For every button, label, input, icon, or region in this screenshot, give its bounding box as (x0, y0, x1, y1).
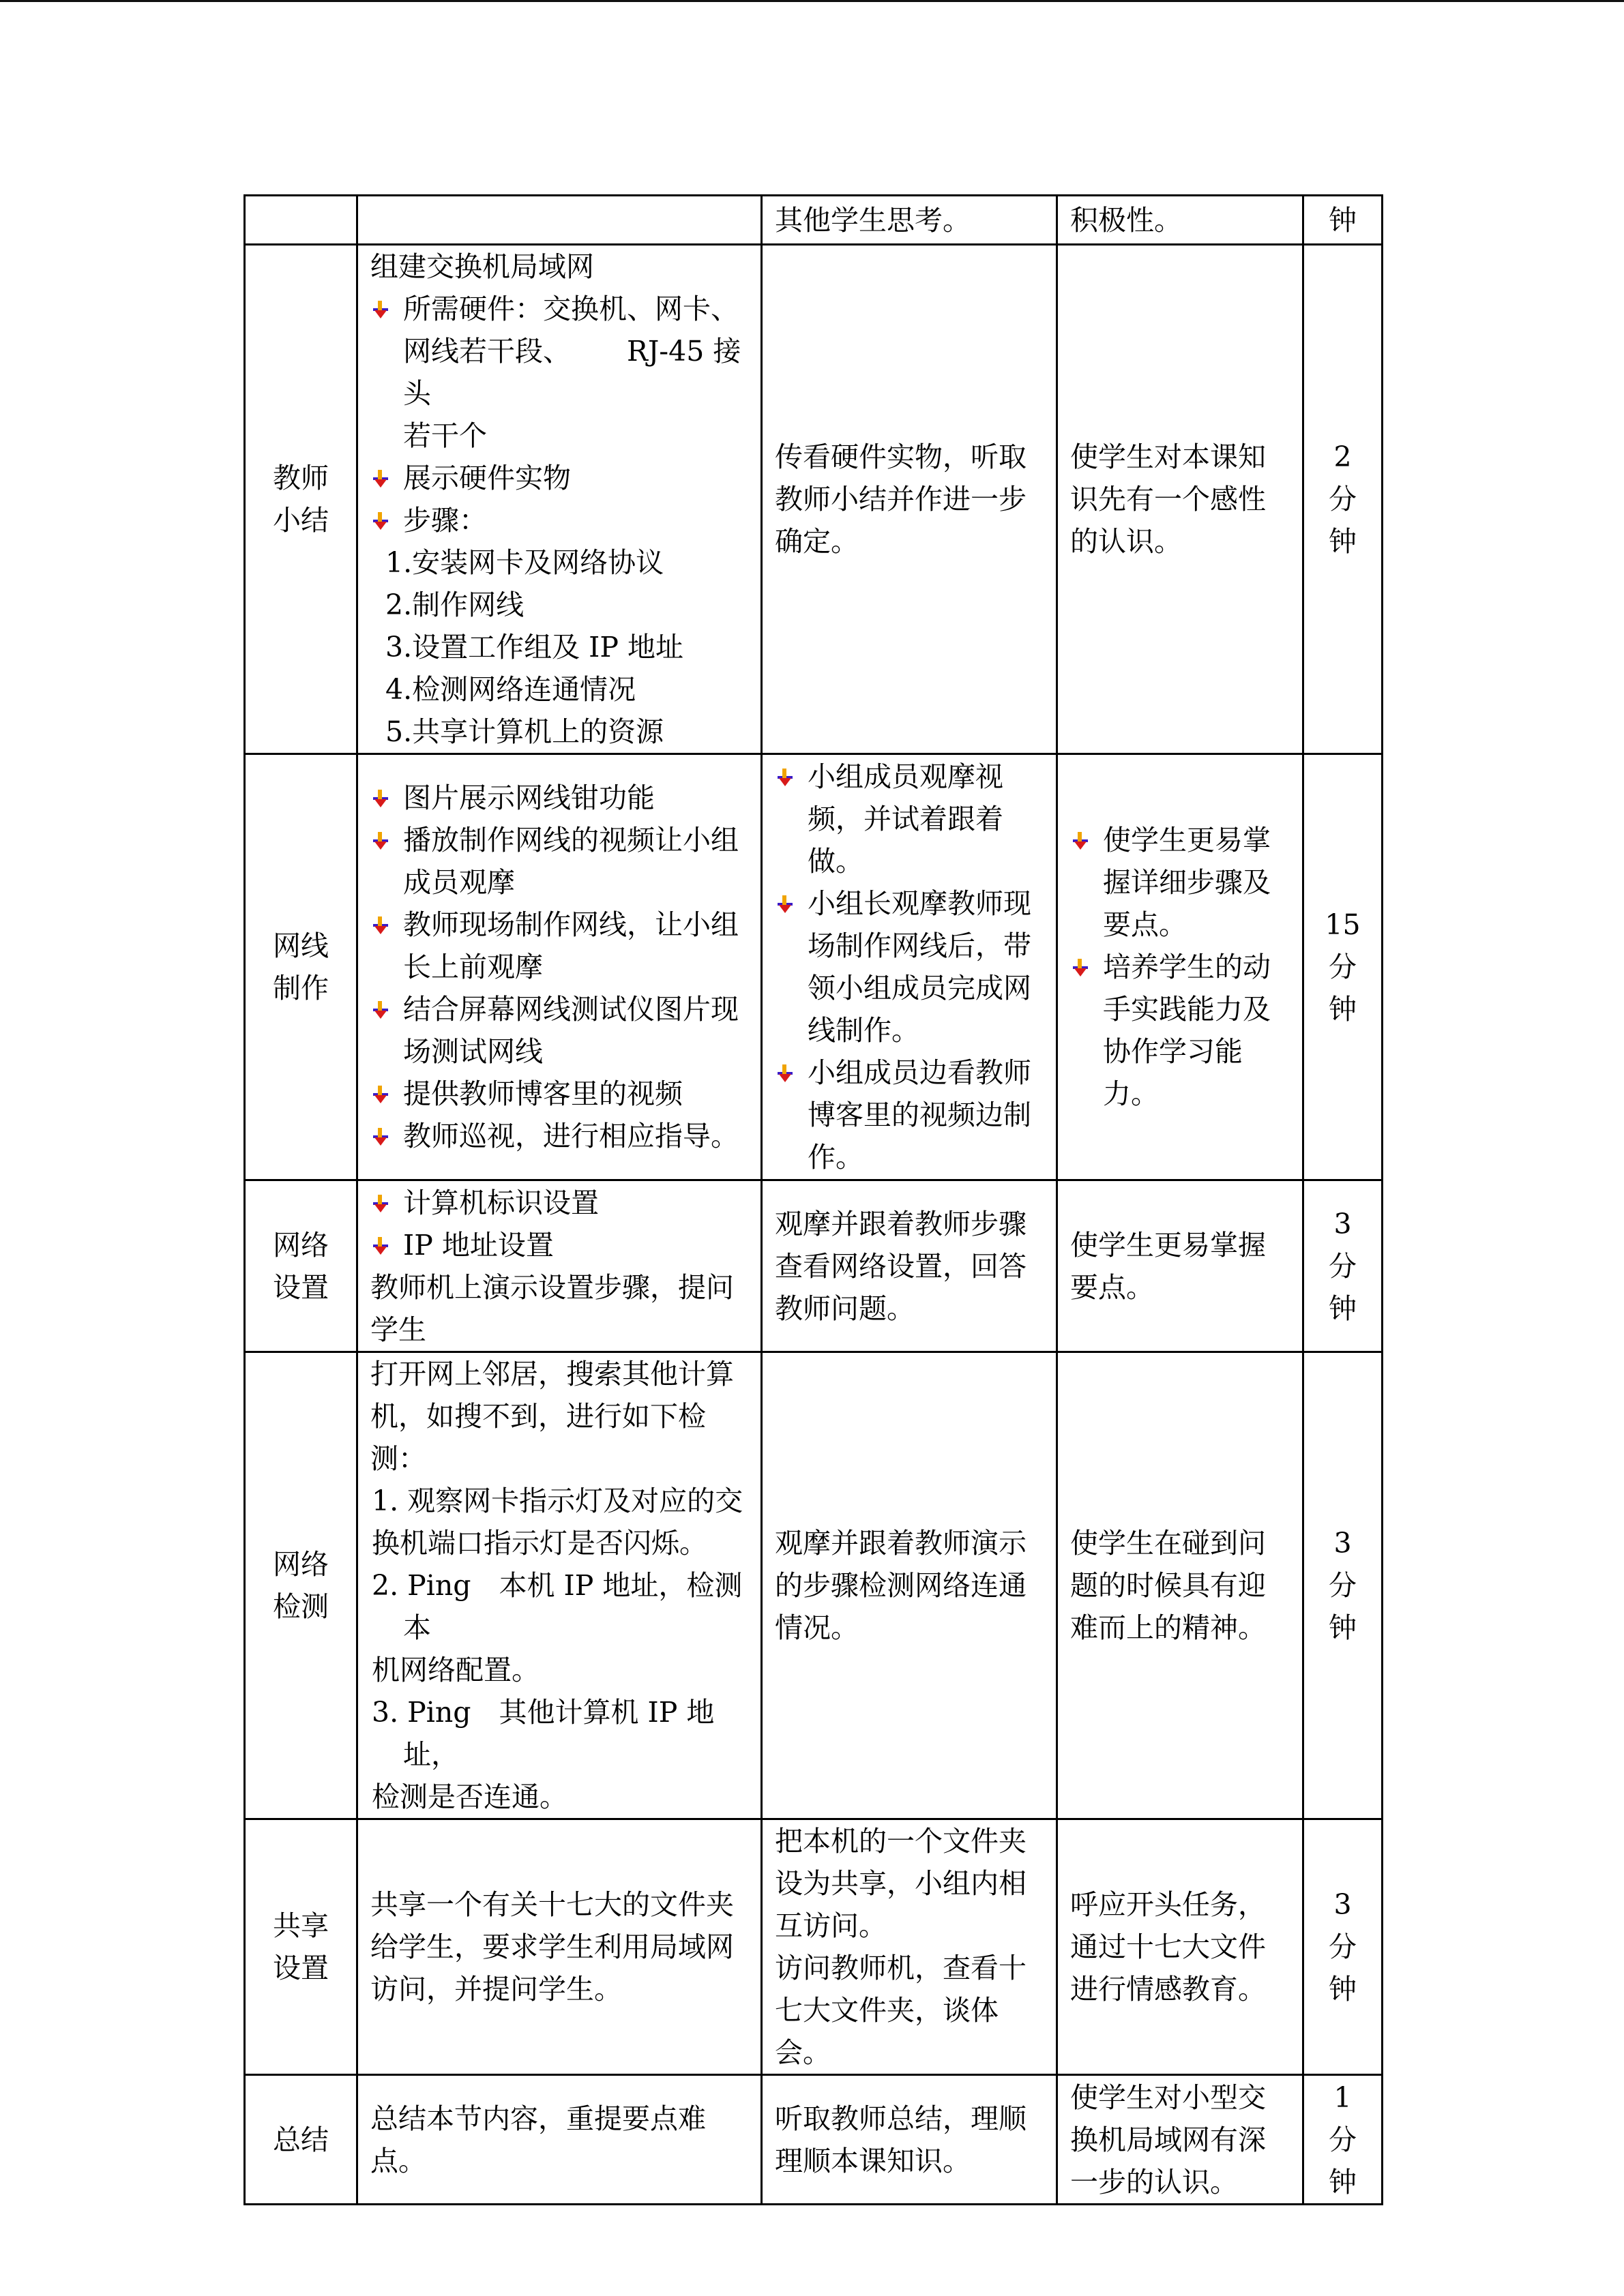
teacher-activity: 总结本节内容，重提要点难 点。 (357, 2075, 762, 2205)
table-row (245, 2075, 1383, 2205)
teacher-activity: 打开网上邻居，搜索其他计算 机，如搜不到，进行如下检 测： 1. 观察网卡指示灯及对应的交 换机端口指示灯是否闪烁。 2. Ping 本机 IP 地址，检测本 机网络配置。 3. Ping 其他计算机 IP 地址， 检测是否连通。 (357, 1352, 762, 1819)
bullet-arrow-icon (1070, 831, 1091, 851)
list-item: 2. Ping 本机 IP 地址，检测本 机网络配置。 (372, 1569, 743, 1686)
design-intent: 积极性。 (1057, 196, 1303, 245)
table-row (245, 245, 1383, 754)
design-intent: 使学生对本课知 识先有一个感性 的认识。 (1057, 245, 1303, 754)
bullet-arrow-icon (1070, 957, 1091, 978)
phase-label: 网线 制作 (245, 754, 357, 1180)
time-allotment: 3 分 钟 (1303, 1352, 1383, 1819)
student-activity: 听取教师总结，理顺 理顺本课知识。 (762, 2075, 1057, 2205)
list-item: 小组成员观摩视 频，并试着跟着 做。 (775, 756, 1044, 882)
list-item: 所需硬件：交换机、网卡、 网线若干段、 RJ-45 接头 若干个 (370, 288, 748, 457)
list-item: IP 地址设置 (370, 1224, 748, 1266)
teacher-activity: 计算机标识设置 IP 地址设置 教师机上演示设置步骤，提问 学生 (357, 1180, 762, 1352)
list-item: 小组长观摩教师现 场制作网线后，带 领小组成员完成网 线制作。 (775, 882, 1044, 1052)
bullet-arrow-icon (370, 1000, 391, 1020)
bullet-arrow-icon (370, 915, 391, 936)
bullet-arrow-icon (370, 299, 391, 320)
lesson-plan-table (243, 194, 1383, 2205)
table-row (245, 196, 1383, 245)
teacher-title: 组建交换机局域网 (370, 250, 594, 283)
student-activity (762, 754, 1057, 1180)
student-activity: 传看硬件实物，听取 教师小结并作进一步 确定。 (762, 245, 1057, 754)
student-activity: 观摩并跟着教师步骤 查看网络设置，回答 教师问题。 (762, 1180, 1057, 1352)
list-item: 展示硬件实物 (370, 457, 748, 499)
list-item: 步骤： (370, 499, 748, 541)
phase-label: 共享 设置 (245, 1819, 357, 2075)
phase-label: 网络 检测 (245, 1352, 357, 1819)
design-intent: 呼应开头任务， 通过十七大文件 进行情感教育。 (1057, 1819, 1303, 2075)
time-allotment: 15 分 钟 (1303, 754, 1383, 1180)
list-item: 使学生更易掌 握详细步骤及 要点。 (1070, 819, 1290, 946)
table-row (245, 1180, 1383, 1352)
step-list: 1.安装网卡及网络协议 2.制作网线 3.设置工作组及 IP 地址 4.检测网络连通情况 5.共享计算机上的资源 (385, 546, 683, 748)
bullet-arrow-icon (370, 788, 391, 809)
bullet-arrow-icon (775, 894, 795, 914)
phase-label (245, 196, 357, 245)
bullet-arrow-icon (370, 468, 391, 489)
teacher-activity (357, 196, 762, 245)
list-item: 小组成员边看教师 博客里的视频边制 作。 (775, 1052, 1044, 1178)
list-item: 培养学生的动 手实践能力及 协作学习能 力。 (1070, 946, 1290, 1115)
bullet-arrow-icon (370, 1236, 391, 1256)
bullet-arrow-icon (370, 1127, 391, 1147)
student-activity: 把本机的一个文件夹 设为共享，小组内相 互访问。 访问教师机，查看十 七大文件夹，谈体 会。 (762, 1819, 1057, 2075)
list-item: 教师巡视，进行相应指导。 (370, 1115, 748, 1157)
student-activity: 其他学生思考。 (762, 196, 1057, 245)
teacher-activity (357, 245, 762, 754)
page-top-border (0, 0, 1624, 2)
phase-label: 总结 (245, 2075, 357, 2205)
list-item: 结合屏幕网线测试仪图片现 场测试网线 (370, 988, 748, 1073)
list-item: 提供教师博客里的视频 (370, 1073, 748, 1115)
list-item: 3. Ping 其他计算机 IP 地址， 检测是否连通。 (372, 1696, 715, 1813)
teacher-activity (357, 754, 762, 1180)
phase-label: 网络 设置 (245, 1180, 357, 1352)
time-allotment: 1 分 钟 (1303, 2075, 1383, 2205)
list-item: 1. 观察网卡指示灯及对应的交 换机端口指示灯是否闪烁。 (372, 1485, 743, 1560)
teacher-activity: 共享一个有关十七大的文件夹 给学生，要求学生利用局域网 访问，并提问学生。 (357, 1819, 762, 2075)
table-row (245, 1352, 1383, 1819)
list-item: 教师现场制作网线，让小组 长上前观摩 (370, 904, 748, 988)
design-intent: 使学生在碰到问 题的时候具有迎 难而上的精神。 (1057, 1352, 1303, 1819)
time-allotment: 3 分 钟 (1303, 1180, 1383, 1352)
time-allotment: 钟 (1303, 196, 1383, 245)
table-row (245, 1819, 1383, 2075)
list-item: 计算机标识设置 (370, 1182, 748, 1224)
time-allotment: 3 分 钟 (1303, 1819, 1383, 2075)
design-intent: 使学生更易掌握 要点。 (1057, 1180, 1303, 1352)
bullet-arrow-icon (370, 1084, 391, 1105)
table-row (245, 754, 1383, 1180)
bullet-arrow-icon (775, 1063, 795, 1084)
student-activity: 观摩并跟着教师演示 的步骤检测网络连通 情况。 (762, 1352, 1057, 1819)
list-item: 图片展示网线钳功能 (370, 777, 748, 819)
bullet-arrow-icon (775, 767, 795, 788)
bullet-arrow-icon (370, 1193, 391, 1214)
design-intent: 使学生对小型交 换机局域网有深 一步的认识。 (1057, 2075, 1303, 2205)
design-intent (1057, 754, 1303, 1180)
time-allotment: 2 分 钟 (1303, 245, 1383, 754)
bullet-arrow-icon (370, 511, 391, 531)
bullet-arrow-icon (370, 831, 391, 851)
phase-label: 教师 小结 (245, 245, 357, 754)
list-item: 播放制作网线的视频让小组 成员观摩 (370, 819, 748, 904)
